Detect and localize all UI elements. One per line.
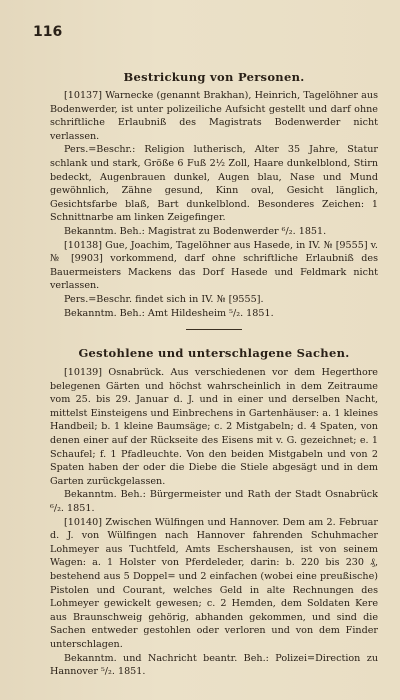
entry-10137: [10137] Warnecke (genannt Brakhan), Heinrich, Tagelöhner aus Bodenwerder, ist unter polizeiliche Aufsicht gestellt und darf ohne schriftliche Erlaubniß des Magistrats Bodenwerder nicht verlassen. [50, 90, 378, 142]
entry-10137-description: Pers.=Beschr.: Religion lutherisch, Alter 35 Jahre, Statur schlank und stark, Größe 6 Fuß 2½ Zoll, Haare dunkelblond, Stirn bedeckt, Augenbrauen dunkel, Augen blau, Nase und Mund gewöhnlich, Zähne gesund, Kinn oval, Gesicht länglich, Gesichtsfarbe blaß, Bart dunkelblond. Besonderes Zeichen: 1 Schnittnarbe am linken Zeigefinger. [50, 144, 378, 224]
entry-10139: [10139] Osnabrück. Aus verschiedenen vor dem Hegerthore belegenen Gärten und höchst wahrscheinlich in dem Zeitraume vom 25. bis 29. Januar d. J. und in einer und derselben Nacht, mittelst Einsteigens und Einbrechens in Gartenhäuser: a. 1 kleines Handbeil; b. 1 kleine Baumsäge; c. 2 Mistgabeln; d. 4 Spaten, von denen einer auf der Rückseite des Eisens mit v. G. gezeichnet; e. 1 Schaufel; f. 1 Pfadleuchte. Von den beiden Mistgabeln und von 2 Spaten haben der oder die Diebe die Stiele abgesägt und in dem Garten zurückgelassen. [50, 367, 378, 487]
section-heading-persons: Bestrickung von Personen. [123, 70, 305, 84]
section-heading-stolen-goods: Gestohlene und unterschlagene Sachen. [78, 346, 350, 361]
entry-10140: [10140] Zwischen Wülfingen und Hannover. Dem am 2. Februar d. J. von Wülfingen nach Hannover fahrenden Schuhmacher Lohmeyer aus Tuchtfeld, Amts Eschershausen, ist von seinem Wagen: a. 1 Holster von Pferdeleder, darin: b. 220 bis 230 ₰, bestehend aus 5 Doppel= und 2 einfachen (wobei eine preußische) Pistolen und Courant, welches Geld in alte Rechnungen des Lohmeyer gewickelt gewesen; c. 2 Hemden, dem Soldaten Kere aus Braunschweig gehörig, abhanden gekommen, und sind die Sachen entweder gestohlen oder verloren und von dem Finder unterschlagen. [50, 516, 378, 650]
page-number: 116 [33, 24, 63, 40]
entry-10138-description: Pers.=Beschr. findet sich in IV. № [9555]. [64, 293, 264, 305]
entry-10138-authority: Bekanntm. Beh.: Amt Hildesheim ⁵/₂. 1851. [64, 307, 274, 319]
section-divider [186, 329, 242, 330]
entry-10137-authority: Bekanntm. Beh.: Magistrat zu Bodenwerder ⁶/₂. 1851. [64, 225, 327, 237]
entry-10138: [10138] Gue, Joachim, Tagelöhner aus Hasede, in IV. № [9555] v. № [9903] vorkommend, darf ohne schriftliche Erlaubniß des Bauermeisters Mackens das Dorf Hasede und Feldmark nicht verlassen. [50, 239, 378, 292]
entry-10140-authority: Bekanntm. und Nachricht beantr. Beh.: Polizei=Direction zu Hannover ⁵/₂. 1851. [50, 652, 378, 678]
entry-10139-authority: Bekanntm. Beh.: Bürgermeister und Rath der Stadt Osnabrück ⁶/₂. 1851. [50, 489, 378, 515]
